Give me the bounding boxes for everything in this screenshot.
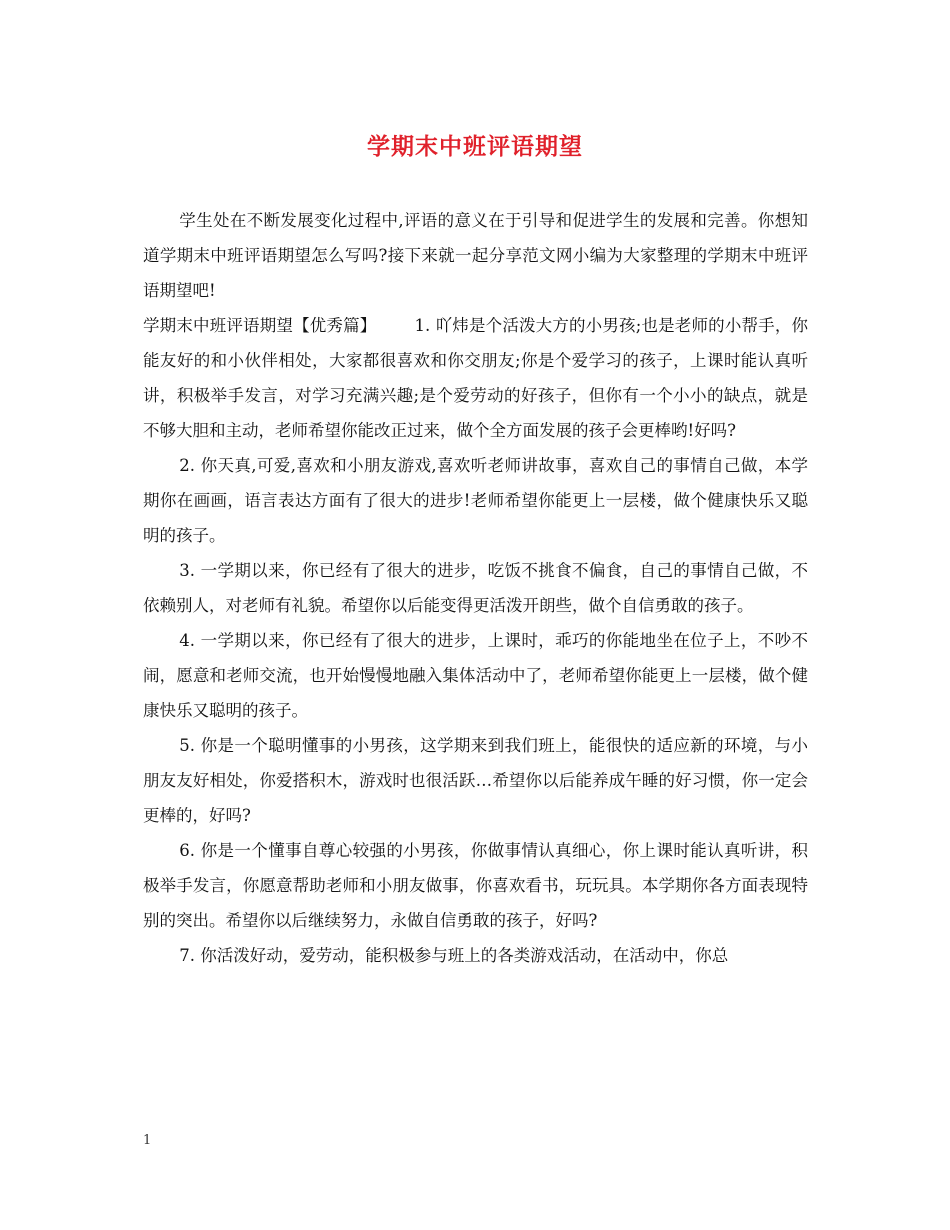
section-heading: 学期末中班评语期望【优秀篇】 xyxy=(143,316,377,335)
comment-1: 1. 吖炜是个活泼大方的小男孩;也是老师的小帮手，你能友好的和小伙伴相处，大家都很喜欢和你交朋友;你是个爱学习的孩子，上课时能认真听讲，积极举手发言，对学习充满兴趣;是个爱劳动的好孩子，但你有一个小小的缺点，就是不够大胆和主动，老师希望你能改正过来，做个全方面发展的孩子会更棒哟!好吗? xyxy=(143,316,809,440)
comment-6: 6. 你是一个懂事自尊心较强的小男孩，你做事情认真细心，你上课时能认真听讲，积极举手发言，你愿意帮助老师和小朋友做事，你喜欢看书，玩玩具。本学期你各方面表现特别的突出。希望你以后继续努力，永做自信勇敢的孩子，好吗? xyxy=(143,841,808,930)
page-number: 1 xyxy=(143,1133,152,1148)
intro-paragraph: 学生处在不断发展变化过程中,评语的意义在于引导和促进学生的发展和完善。你想知道学期末中班评语期望怎么写吗?接下来就一起分享范文网小编为大家整理的学期末中班评语期望吧! xyxy=(143,211,808,300)
comment-3: 3. 一学期以来，你已经有了很大的进步，吃饭不挑食不偏食，自己的事情自己做，不依赖别人，对老师有礼貌。希望你以后能变得更活泼开朗些，做个自信勇敢的孩子。 xyxy=(143,561,808,615)
document-title: 学期末中班评语期望 xyxy=(367,133,583,160)
comment-4: 4. 一学期以来，你已经有了很大的进步，上课时，乖巧的你能地坐在位子上，不吵不闹，愿意和老师交流，也开始慢慢地融入集体活动中了，老师希望你能更上一层楼，做个健康快乐又聪明的孩子。 xyxy=(143,631,808,720)
section-paragraph-1 xyxy=(143,308,808,448)
comment-7: 7. 你活泼好动，爱劳动，能积极参与班上的各类游戏活动，在活动中，你总 xyxy=(179,946,729,965)
comment-2: 2. 你天真,可爱,喜欢和小朋友游戏,喜欢听老师讲故事，喜欢自己的事情自己做，本学期你在画画，语言表达方面有了很大的进步!老师希望你能更上一层楼，做个健康快乐又聪明的孩子。 xyxy=(143,456,808,545)
document-body xyxy=(143,203,808,973)
comment-5: 5. 你是一个聪明懂事的小男孩，这学期来到我们班上，能很快的适应新的环境，与小朋友友好相处，你爱搭积木，游戏时也很活跃…希望你以后能养成午睡的好习惯，你一定会更棒的，好吗? xyxy=(143,736,808,825)
